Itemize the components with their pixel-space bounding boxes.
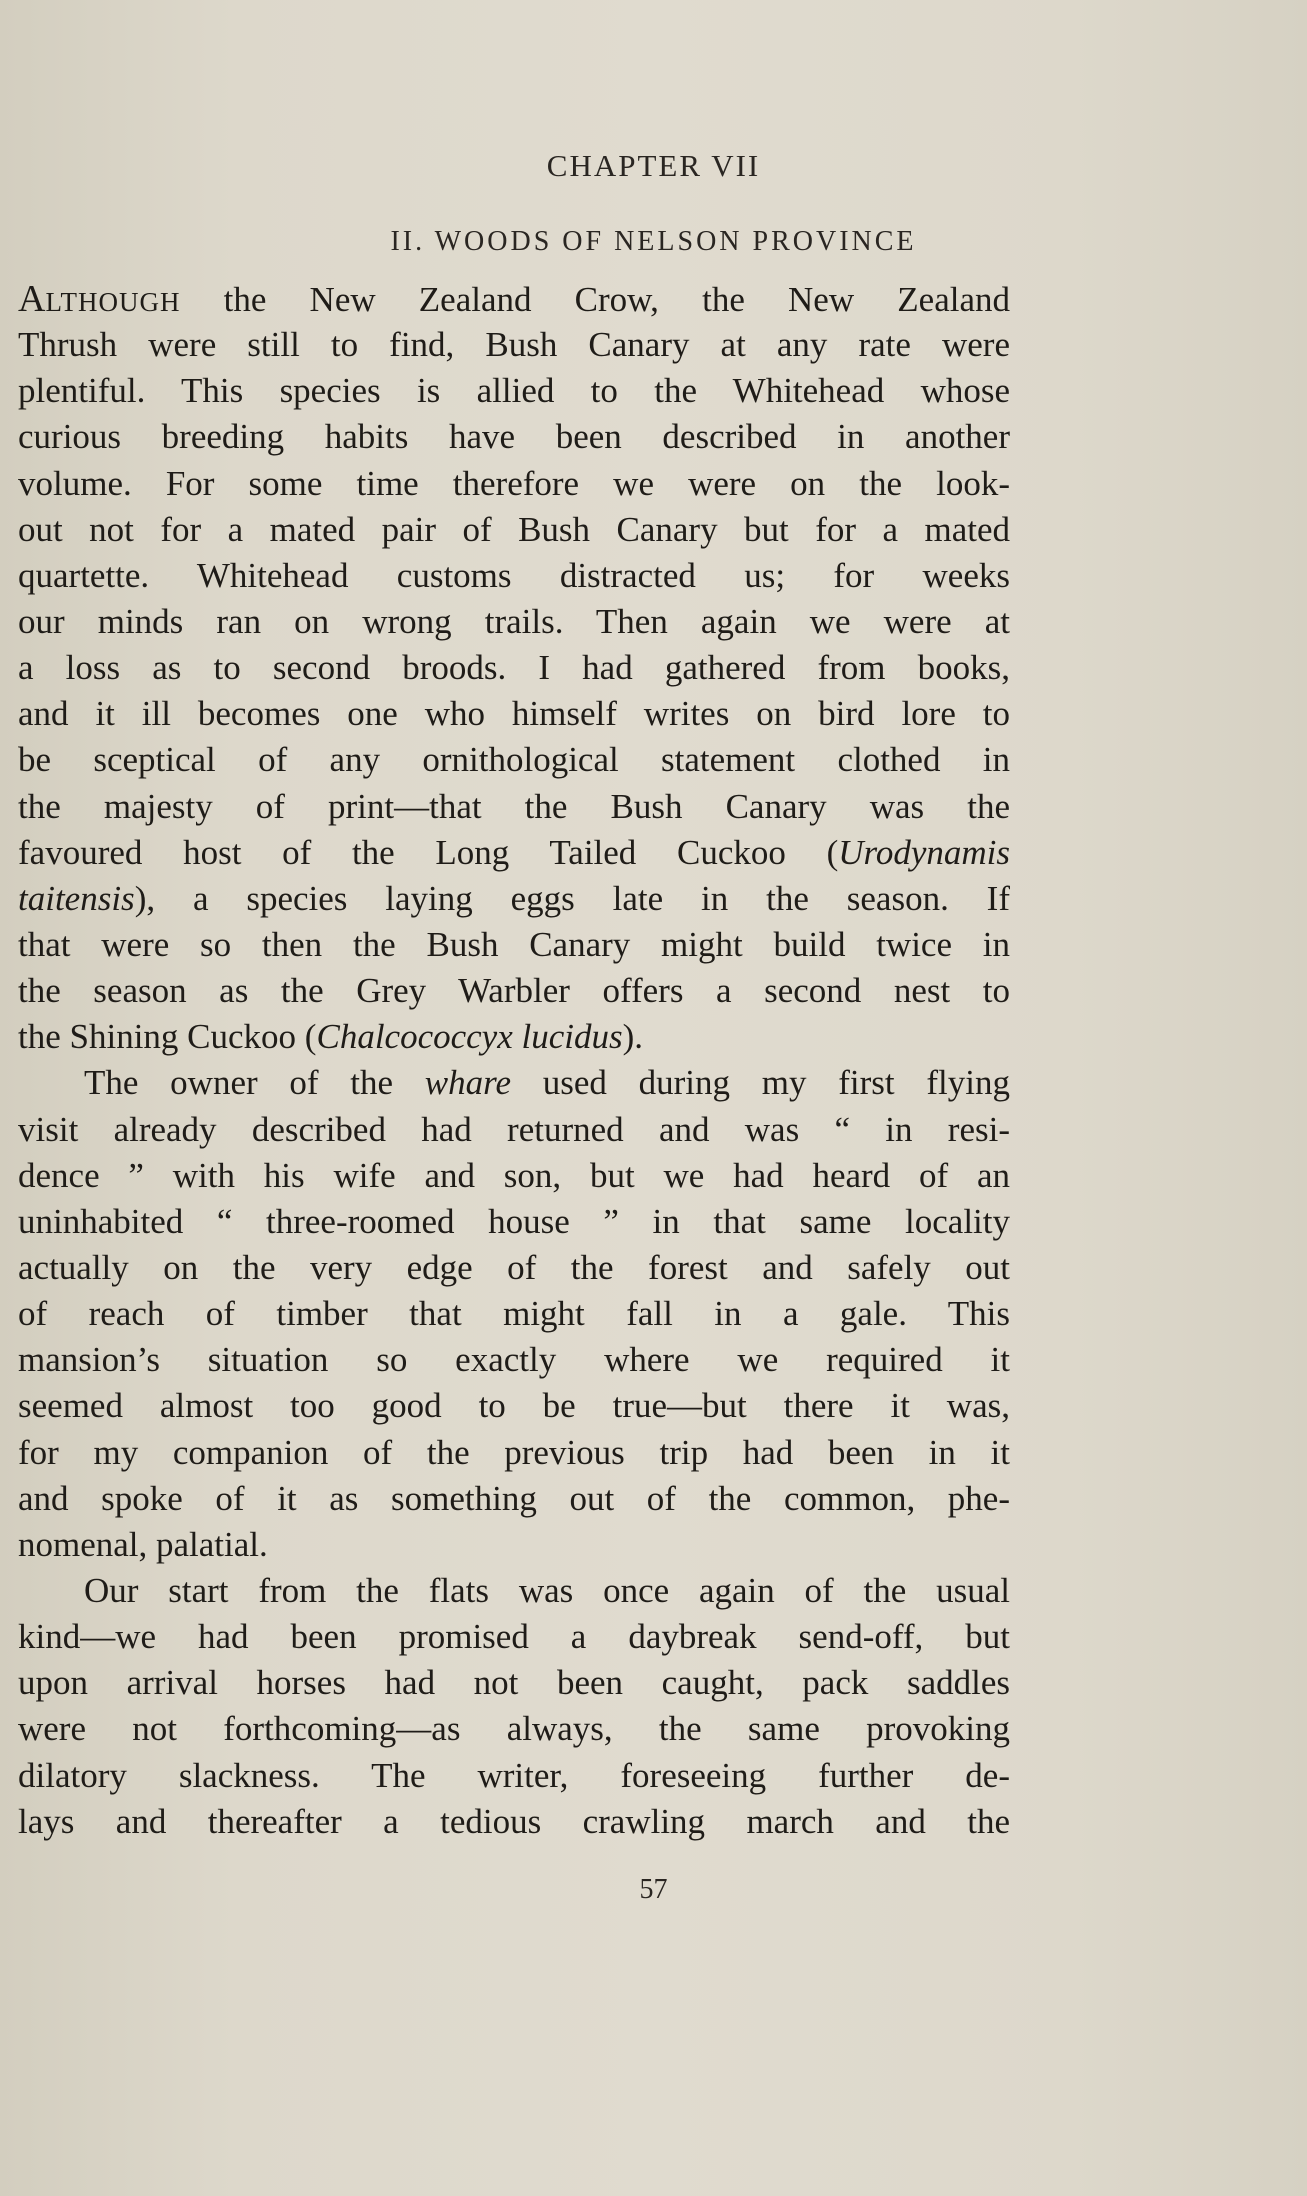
text-line: taitensis), a species laying eggs late in the season. If — [18, 878, 1010, 918]
text-line: be sceptical of any ornithological statement clothed in — [18, 740, 1010, 780]
text-line: a loss as to second broods. I had gathered from books, — [18, 648, 1010, 688]
text-line: our minds ran on wrong trails. Then again we were at — [18, 601, 1010, 641]
text-line: and it ill becomes one who himself writes on bird lore to — [18, 694, 1010, 734]
text-line: lays and thereafter a tedious crawling march and the — [18, 1801, 1010, 1841]
text-line: and spoke of it as something out of the common, phe- — [18, 1478, 1010, 1518]
text-line: of reach of timber that might fall in a gale. This — [18, 1294, 1010, 1334]
text-line: curious breeding habits have been described in another — [18, 417, 1010, 457]
text-line: plentiful. This species is allied to the Whitehead whose — [18, 371, 1010, 411]
section-heading: II. WOODS OF NELSON PROVINCE — [390, 226, 917, 257]
text-line: Thrush were still to find, Bush Canary at any rate were — [18, 325, 1010, 365]
text-line: the Shining Cuckoo (Chalcococcyx lucidus). — [18, 1017, 644, 1057]
text-line: kind—we had been promised a daybreak send-off, but — [18, 1617, 1010, 1657]
body-text — [18, 276, 1010, 1845]
text-line: actually on the very edge of the forest and safely out — [18, 1247, 1010, 1287]
italic-word: whare — [424, 1063, 511, 1103]
text-line: quartette. Whitehead customs distracted us; for weeks — [18, 555, 1010, 595]
text-line: dilatory slackness. The writer, foreseeing further de- — [18, 1755, 1010, 1795]
italic-species-name: Urodynamis — [838, 832, 1010, 872]
text-line: ALTHOUGH the New Zealand Crow, the New Zealand — [18, 278, 1010, 320]
text-line: the season as the Grey Warbler offers a second nest to — [18, 971, 1010, 1011]
text-line: visit already described had returned and was “ in resi- — [18, 1109, 1010, 1149]
text-line: the majesty of print—that the Bush Canary was the — [18, 786, 1010, 826]
chapter-heading: CHAPTER VII — [546, 148, 761, 183]
italic-species-name: Chalcococcyx lucidus — [316, 1017, 623, 1057]
text-line: for my companion of the previous trip had been in it — [18, 1432, 1010, 1472]
text-line: that were so then the Bush Canary might build twice in — [18, 924, 1010, 964]
text-line: favoured host of the Long Tailed Cuckoo (Urodynamis — [18, 832, 1010, 872]
text-line: out not for a mated pair of Bush Canary but for a mated — [18, 509, 1010, 549]
text-line: were not forthcoming—as always, the same provoking — [18, 1709, 1010, 1749]
dropcap-rest: LTHOUGH — [45, 287, 181, 317]
text-line: The owner of the whare used during my first flying — [84, 1063, 1010, 1103]
text-line: dence ” with his wife and son, but we had heard of an — [18, 1155, 1010, 1195]
text-line: upon arrival horses had not been caught, pack saddles — [18, 1663, 1010, 1703]
dropcap-initial: A — [18, 278, 46, 320]
page-number: 57 — [639, 1874, 668, 1905]
text-line: uninhabited “ three-roomed house ” in that same locality — [18, 1201, 1010, 1241]
italic-species-name: taitensis — [18, 878, 135, 918]
text-line: nomenal, palatial. — [18, 1524, 268, 1564]
text-line: Our start from the flats was once again of the usual — [84, 1570, 1010, 1610]
text-line: seemed almost too good to be true—but there it was, — [18, 1386, 1010, 1426]
text-line: mansion’s situation so exactly where we required it — [18, 1340, 1010, 1380]
text-line: volume. For some time therefore we were on the look- — [18, 463, 1010, 503]
